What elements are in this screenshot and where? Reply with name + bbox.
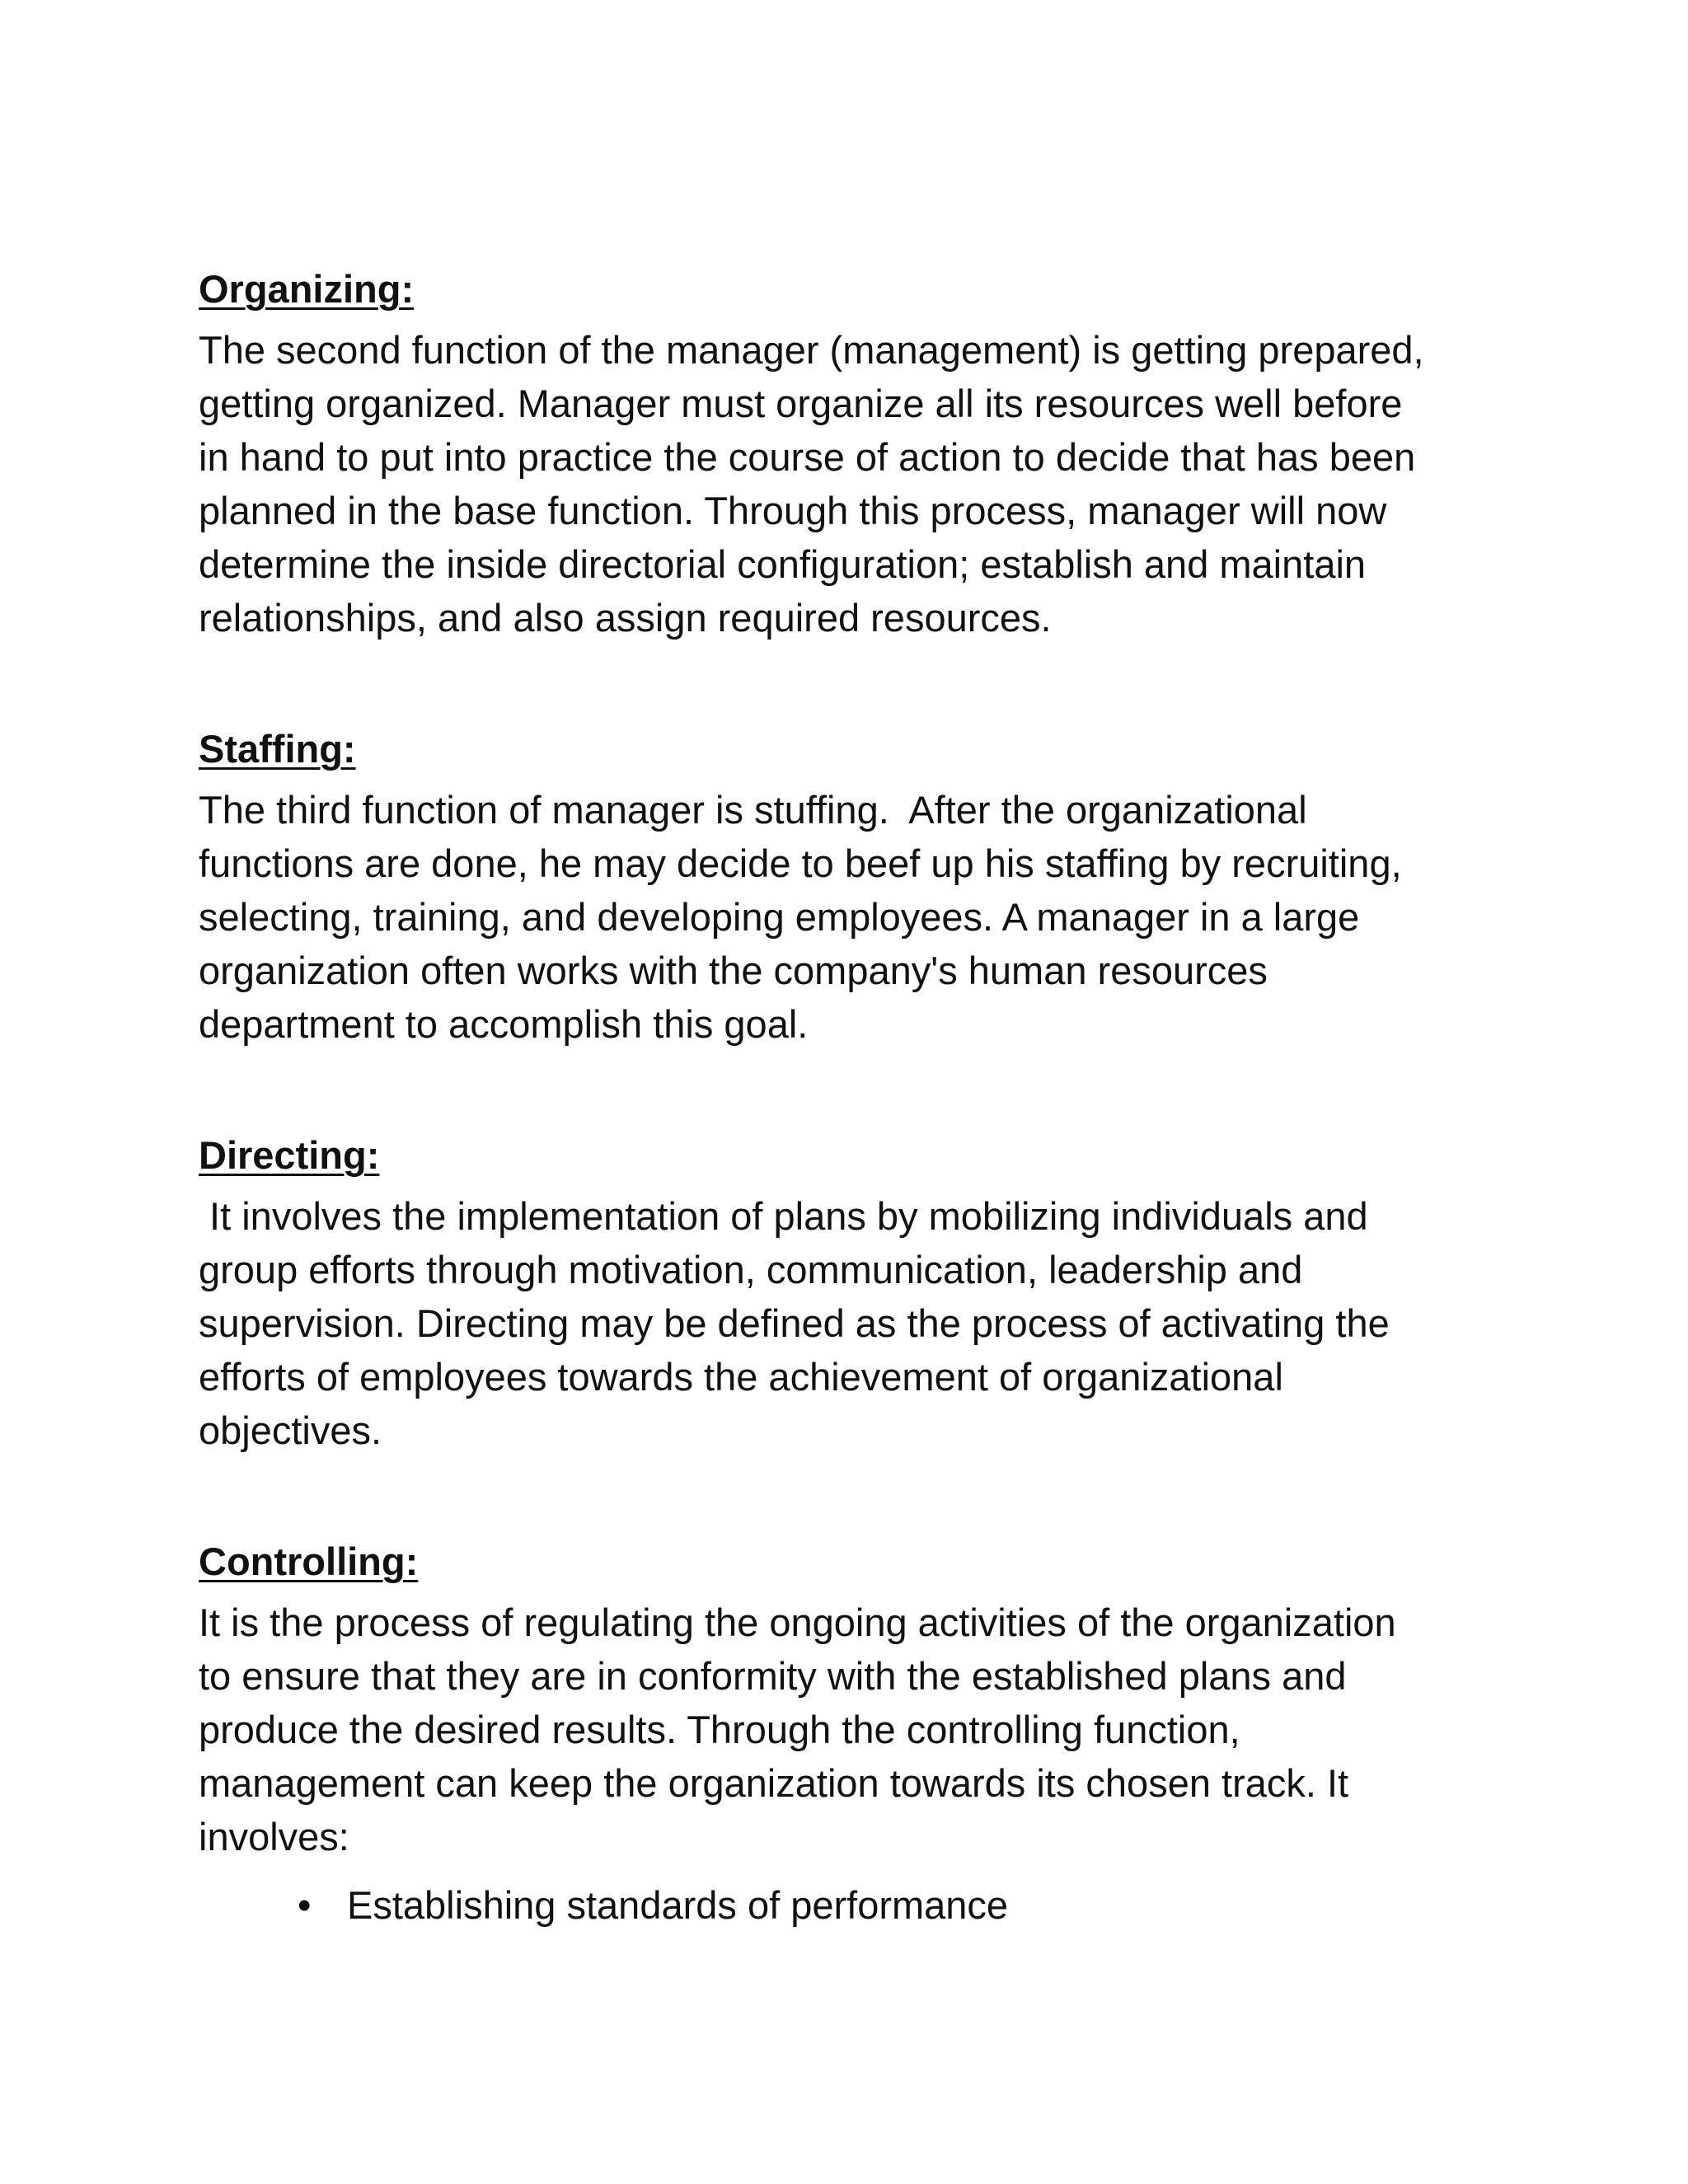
section-paragraph <box>199 783 1517 1051</box>
paragraph-line: determine the inside directorial configuration; establish and maintain <box>199 542 1367 586</box>
paragraph-line: involves: <box>199 1815 349 1858</box>
paragraph-line: selecting, training, and developing employees. A manager in a large <box>199 895 1360 939</box>
paragraph-line: department to accomplish this goal. <box>199 1002 809 1046</box>
paragraph-line: It is the process of regulating the ongoing activities of the organization <box>199 1601 1396 1644</box>
section-heading: Directing: <box>199 1133 380 1177</box>
paragraph-line: functions are done, he may decide to beef up his staffing by recruiting, <box>199 841 1402 885</box>
section-heading: Staffing: <box>199 727 356 771</box>
bullet-icon: • <box>298 1883 312 1927</box>
list-item <box>199 1878 1517 1932</box>
paragraph-line: objectives. <box>199 1408 382 1452</box>
section-organizing <box>199 262 1517 644</box>
section-paragraph <box>199 1596 1517 1863</box>
paragraph-line: in hand to put into practice the course of action to decide that has been <box>199 435 1416 479</box>
section-spacer <box>199 1051 1517 1128</box>
section-staffing <box>199 722 1517 1051</box>
paragraph-line: group efforts through motivation, communication, leadership and <box>199 1248 1303 1291</box>
paragraph-line: management can keep the organization towards its chosen track. It <box>199 1761 1349 1805</box>
paragraph-line: It involves the implementation of plans by mobilizing individuals and <box>199 1194 1368 1238</box>
section-paragraph <box>199 323 1517 644</box>
section-heading: Controlling: <box>199 1540 419 1583</box>
paragraph-line: relationships, and also assign required resources. <box>199 596 1052 640</box>
paragraph-line: getting organized. Manager must organize all its resources well before <box>199 382 1403 425</box>
paragraph-line: to ensure that they are in conformity with the established plans and <box>199 1654 1347 1698</box>
bullet-list <box>199 1878 1517 1932</box>
section-heading: Organizing: <box>199 267 415 311</box>
list-item-text: Establishing standards of performance <box>347 1883 1009 1927</box>
document-body <box>199 262 1517 1932</box>
paragraph-line: The second function of the manager (management) is getting prepared, <box>199 328 1424 372</box>
section-spacer <box>199 644 1517 722</box>
paragraph-line: produce the desired results. Through the controlling function, <box>199 1708 1240 1751</box>
section-controlling <box>199 1535 1517 1932</box>
section-spacer <box>199 1457 1517 1535</box>
section-paragraph <box>199 1189 1517 1457</box>
section-directing <box>199 1128 1517 1457</box>
paragraph-line: organization often works with the company's human resources <box>199 949 1268 992</box>
paragraph-line: efforts of employees towards the achievement of organizational <box>199 1355 1283 1399</box>
paragraph-line: supervision. Directing may be defined as the process of activating the <box>199 1301 1390 1345</box>
paragraph-line: planned in the base function. Through this process, manager will now <box>199 489 1387 532</box>
paragraph-line: The third function of manager is stuffing. After the organizational <box>199 788 1307 832</box>
